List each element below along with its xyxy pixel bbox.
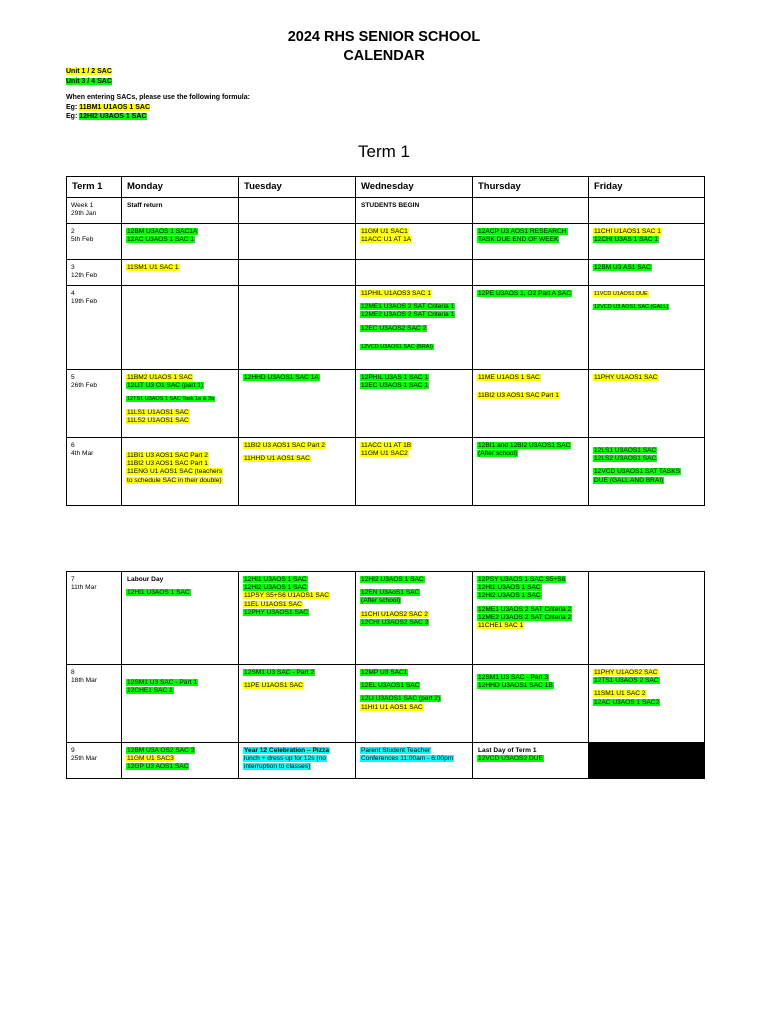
entry-text: 11ENG U1 AOS1 SAC (teachers bbox=[127, 468, 223, 476]
day-cell-tuesday bbox=[239, 743, 356, 779]
week-date: 5th Feb bbox=[71, 236, 94, 244]
calendar-entry bbox=[126, 747, 234, 755]
day-cell-tuesday bbox=[239, 286, 356, 370]
entry-text: 11LS2 U1AOS1 SAC bbox=[127, 416, 189, 424]
calendar-entry bbox=[126, 477, 234, 485]
calendar-entry bbox=[593, 447, 700, 455]
entry-text: 12EC U3AOS2 SAC 2 bbox=[361, 324, 427, 332]
week-number: 2 bbox=[71, 228, 75, 235]
entry-text: 11BM2 U1AOS 1 SAC bbox=[127, 374, 193, 381]
entry-text: 12SM1 U3 SAC - Part 1 bbox=[127, 679, 197, 686]
entry-text: 12HHD U3AOS1 SAC 1B bbox=[478, 682, 553, 690]
legend-unit34: Unit 3 / 4 SAC bbox=[66, 77, 112, 85]
calendar-entry bbox=[360, 576, 468, 584]
entry-text: lunch + dress up for 12s (no bbox=[244, 755, 326, 763]
week-date: 25th Mar bbox=[71, 755, 98, 763]
entry-text: STUDENTS BEGIN bbox=[361, 202, 420, 209]
calendar-entry bbox=[360, 589, 468, 597]
week-row bbox=[67, 286, 705, 370]
week-date: 29th Jan bbox=[71, 210, 97, 218]
day-cell-tuesday bbox=[239, 665, 356, 743]
entry-text: 12ME1 U3AOS 2 SAT Criteria 1 bbox=[361, 303, 455, 311]
calendar-entry bbox=[477, 290, 584, 298]
entry-text: to schedule SAC in their double) bbox=[127, 476, 222, 484]
entry-text: 11SM1 U1 SAC 1 bbox=[127, 264, 179, 271]
week-label bbox=[67, 260, 122, 286]
calendar-title-line1: 2024 RHS SENIOR SCHOOL bbox=[287, 29, 481, 45]
calendar-entry bbox=[360, 303, 468, 311]
column-header-term: Term 1 bbox=[67, 177, 122, 198]
week-label bbox=[67, 743, 122, 779]
week-label bbox=[67, 370, 122, 438]
day-cell-wednesday bbox=[356, 665, 473, 743]
calendar-entry bbox=[126, 452, 234, 460]
week-date: 18th Mar bbox=[71, 677, 98, 685]
column-header-friday: Friday bbox=[589, 177, 705, 198]
calendar-entry bbox=[126, 417, 234, 425]
entry-text: 11PSY S5+S6 U1AOS1 SAC bbox=[244, 592, 329, 600]
calendar-entry bbox=[360, 311, 468, 319]
day-cell-thursday bbox=[473, 286, 589, 370]
day-cell-friday bbox=[589, 438, 705, 506]
calendar-entry bbox=[360, 236, 468, 244]
entry-text: 12PSY U3AOS 1 SAC S5+S6 bbox=[478, 576, 566, 583]
calendar-entry bbox=[126, 382, 234, 390]
entry-text: 11GM U1 SAC2 bbox=[361, 450, 408, 458]
calendar-entry bbox=[477, 682, 584, 690]
day-cell-wednesday bbox=[356, 572, 473, 665]
entry-text: 11PE U1AOS1 SAC bbox=[244, 682, 303, 690]
calendar-entry bbox=[126, 460, 234, 468]
entry-text: TASK DUE END OF WEEK bbox=[478, 236, 559, 244]
calendar-entry bbox=[477, 584, 584, 592]
day-cell-thursday bbox=[473, 260, 589, 286]
entry-text: 12ME2 U3AOS 2 SAT Criteria 2 bbox=[478, 613, 572, 621]
week-row bbox=[67, 260, 705, 286]
week-row bbox=[67, 743, 705, 779]
entry-text: 12MP U3 SAC1 bbox=[361, 669, 408, 676]
week-number: 5 bbox=[71, 374, 75, 381]
week-label bbox=[67, 286, 122, 370]
calendar-entry bbox=[126, 264, 234, 272]
day-cell-friday bbox=[589, 665, 705, 743]
column-header-monday: Monday bbox=[122, 177, 239, 198]
day-cell-friday bbox=[589, 224, 705, 260]
entry-text: 12EL U3AOS1 SAC bbox=[361, 682, 420, 690]
calendar-table-weeks-7-9 bbox=[66, 571, 705, 779]
column-header-wednesday: Wednesday bbox=[356, 177, 473, 198]
calendar-entry bbox=[477, 392, 584, 400]
entry-text: 12LIT U3 O1 SAC (part 1) bbox=[127, 382, 204, 390]
legend-unit12: Unit 1 / 2 SAC bbox=[66, 68, 112, 75]
entry-text: Staff return bbox=[127, 202, 163, 209]
calendar-entry bbox=[360, 202, 468, 210]
calendar-entry bbox=[593, 690, 700, 698]
day-cell-wednesday bbox=[356, 370, 473, 438]
entry-text: (After school) bbox=[361, 597, 401, 605]
day-cell-wednesday bbox=[356, 260, 473, 286]
calendar-entry bbox=[477, 755, 584, 763]
entry-text: 11ME U1AOS 1 SAC bbox=[478, 374, 540, 381]
entry-text: 12ME1 U3AOS 2 SAT Criteria 2 bbox=[478, 605, 572, 613]
formula-note: When entering SACs, please use the following formula: bbox=[66, 94, 250, 101]
calendar-entry bbox=[360, 682, 468, 690]
week-number: 8 bbox=[71, 669, 75, 676]
calendar-table-weeks-1-6 bbox=[66, 176, 705, 506]
week-row bbox=[67, 572, 705, 665]
entry-text: 12TS1 U3AOS 2 SAC bbox=[594, 677, 659, 685]
week-date: 19th Feb bbox=[71, 298, 98, 306]
entry-text: 12BM U3A OS2 SAC 2 bbox=[127, 747, 195, 754]
example-unit34: 12HI2 U3AOS 1 SAC bbox=[79, 113, 147, 120]
entry-text: 12HI2 U3AOS 1 SAC bbox=[244, 584, 307, 592]
calendar-entry bbox=[360, 374, 468, 382]
calendar-entry bbox=[593, 374, 700, 382]
entry-text: 11BI2 U3 AOS1 SAC Part 2 bbox=[244, 442, 325, 449]
entry-text: 12BM U3AOS 1 SAC1A bbox=[127, 228, 198, 235]
calendar-entry bbox=[243, 601, 351, 609]
day-cell-monday bbox=[122, 198, 239, 224]
day-cell-monday bbox=[122, 224, 239, 260]
calendar-entry bbox=[243, 747, 351, 755]
week-label bbox=[67, 665, 122, 743]
calendar-entry bbox=[126, 374, 234, 382]
calendar-entry bbox=[593, 468, 700, 476]
entry-text: 11SM1 U1 SAC 2 bbox=[594, 690, 646, 698]
week-date: 12th Feb bbox=[71, 272, 98, 280]
entry-text: Parent Student Teacher bbox=[361, 747, 431, 754]
day-cell-tuesday bbox=[239, 224, 356, 260]
week-row bbox=[67, 665, 705, 743]
calendar-entry bbox=[477, 592, 584, 600]
entry-text: Year 12 Celebration – Pizza bbox=[244, 747, 330, 754]
entry-text: 12EN U3AoS1 SAC bbox=[361, 589, 420, 597]
entry-text: 12VCD U3 AOS1 SAC (GALL) bbox=[594, 304, 669, 311]
entry-text: Labour Day bbox=[127, 576, 164, 583]
entry-text: 12VCD U3AOS2 DUE bbox=[478, 755, 543, 763]
calendar-entry bbox=[477, 606, 584, 614]
calendar-entry bbox=[477, 374, 584, 382]
entry-text: 12HI2 U3AOS 1 SAC bbox=[361, 576, 424, 583]
calendar-entry bbox=[243, 374, 351, 382]
column-header-thursday: Thursday bbox=[473, 177, 589, 198]
day-cell-thursday bbox=[473, 224, 589, 260]
calendar-entry bbox=[126, 755, 234, 763]
day-cell-friday bbox=[589, 260, 705, 286]
entry-text: 12VCD U3AOS1 SAT TASKS bbox=[594, 468, 680, 476]
entry-text: 12LI U3AOS1 SAC (part 2) bbox=[361, 695, 441, 703]
calendar-entry bbox=[593, 290, 700, 298]
entry-text: 11HI1 U1 AOS1 SAC bbox=[361, 703, 423, 711]
calendar-entry bbox=[593, 677, 700, 685]
entry-text: 12EC U3AOS 1 SAC 1 bbox=[361, 382, 429, 390]
week-row bbox=[67, 224, 705, 260]
calendar-entry bbox=[126, 576, 234, 584]
calendar-entry bbox=[126, 228, 234, 236]
week-number: 3 bbox=[71, 264, 75, 271]
entry-text: 12SM1 U3 SAC - Part 3 bbox=[478, 674, 548, 681]
day-cell-monday bbox=[122, 438, 239, 506]
calendar-entry bbox=[126, 468, 234, 476]
calendar-entry bbox=[126, 679, 234, 687]
week-number: 9 bbox=[71, 747, 75, 754]
day-cell-monday bbox=[122, 743, 239, 779]
calendar-entry bbox=[243, 576, 351, 584]
week-label bbox=[67, 572, 122, 665]
entry-text: interruption to classes) bbox=[244, 763, 311, 771]
week-date: 4th Mar bbox=[71, 450, 94, 458]
entry-text: 12CHI U3AOS2 SAC 2 bbox=[361, 618, 429, 626]
calendar-entry bbox=[360, 450, 468, 458]
day-cell-friday bbox=[589, 198, 705, 224]
day-cell-tuesday bbox=[239, 572, 356, 665]
entry-text: DUE (GALL AND BRAI) bbox=[594, 476, 664, 484]
column-header-tuesday: Tuesday bbox=[239, 177, 356, 198]
entry-text: 12AC U3AOS 1 SAC2 bbox=[594, 698, 660, 706]
calendar-entry bbox=[593, 477, 700, 485]
entry-text: 12PE U3AOS 1, O2 Part A SAC bbox=[478, 290, 572, 297]
entry-text: 11BI1 U3 AOS1 SAC Part 2 bbox=[127, 452, 208, 459]
day-cell-monday bbox=[122, 260, 239, 286]
calendar-entry bbox=[243, 669, 351, 677]
entry-text: 12SM1 U3 SAC - Part 2 bbox=[244, 669, 314, 676]
calendar-entry bbox=[360, 382, 468, 390]
calendar-entry bbox=[126, 236, 234, 244]
calendar-entry bbox=[243, 455, 351, 463]
entry-text: 12LS2 U3AOS1 SAC bbox=[594, 455, 657, 463]
calendar-entry bbox=[477, 622, 584, 630]
entry-text: 11CHI U1AOS2 SAC 2 bbox=[361, 610, 428, 618]
entry-text: 11ACC U1 AT 1B bbox=[361, 442, 412, 449]
calendar-title-line2: CALENDAR bbox=[343, 48, 425, 64]
calendar-entry bbox=[360, 747, 468, 755]
entry-text: 11ACC U1 AT 1A bbox=[361, 236, 412, 244]
entry-text: 11HHD U1 AOS1 SAC bbox=[244, 455, 310, 463]
day-cell-wednesday bbox=[356, 743, 473, 779]
day-cell-thursday bbox=[473, 743, 589, 779]
calendar-entry bbox=[243, 682, 351, 690]
entry-text: 12LS1 U3AOS1 SAC bbox=[594, 447, 657, 454]
week-row bbox=[67, 370, 705, 438]
calendar-entry bbox=[360, 611, 468, 619]
day-cell-wednesday bbox=[356, 438, 473, 506]
entry-text: 12HI1 U3AOS 1 SAC bbox=[244, 576, 307, 583]
week-label bbox=[67, 198, 122, 224]
eg-label-2: Eg: bbox=[66, 113, 78, 120]
day-cell-monday bbox=[122, 665, 239, 743]
week-number: 6 bbox=[71, 442, 75, 449]
calendar-entry bbox=[360, 695, 468, 703]
calendar-entry bbox=[126, 589, 234, 597]
week-date: 26th Feb bbox=[71, 382, 98, 390]
term-heading: Term 1 bbox=[358, 142, 410, 161]
entry-text: 12GP U3 AOS1 SAC bbox=[127, 763, 189, 771]
entry-text: 11CHI U1AOS1 SAC 1 bbox=[594, 228, 661, 235]
calendar-entry bbox=[360, 442, 468, 450]
example-unit12: 11BM1 U1AOS 1 SAC bbox=[79, 103, 151, 111]
entry-text: 12PHY U3AOS1 SAC bbox=[244, 608, 309, 616]
calendar-entry bbox=[593, 455, 700, 463]
day-cell-friday bbox=[589, 743, 705, 779]
calendar-entry bbox=[477, 442, 584, 450]
calendar-entry bbox=[360, 290, 468, 298]
calendar-entry bbox=[243, 584, 351, 592]
calendar-entry bbox=[477, 228, 584, 236]
calendar-entry bbox=[593, 236, 700, 244]
day-cell-tuesday bbox=[239, 438, 356, 506]
entry-text: 12BI1 and 12BI2 U3AOS1 SAC bbox=[478, 442, 571, 449]
week-number: 4 bbox=[71, 290, 75, 297]
calendar-entry bbox=[243, 609, 351, 617]
week-row bbox=[67, 198, 705, 224]
calendar-entry bbox=[360, 704, 468, 712]
entry-text: 12HI2 U3AOS 1 SAC bbox=[478, 592, 541, 600]
entry-text: 11LS1 U1AOS1 SAC bbox=[127, 408, 189, 416]
week-row bbox=[67, 438, 705, 506]
entry-text: 11GM U1 SAC3 bbox=[127, 755, 174, 763]
entry-text: 12TS1 U3AOS 1 SAC Task 1a & 3a bbox=[127, 396, 215, 403]
entry-text: 12HI1 U3AOS 1 SAC bbox=[127, 589, 190, 597]
week-label bbox=[67, 438, 122, 506]
calendar-entry bbox=[360, 669, 468, 677]
legend bbox=[66, 67, 250, 122]
calendar-entry bbox=[243, 442, 351, 450]
calendar-entry bbox=[477, 236, 584, 244]
day-cell-thursday bbox=[473, 198, 589, 224]
calendar-entry bbox=[593, 228, 700, 236]
calendar-entry bbox=[477, 747, 584, 755]
calendar-entry bbox=[593, 669, 700, 677]
day-cell-monday bbox=[122, 370, 239, 438]
calendar-entry bbox=[243, 763, 351, 771]
entry-text: 12CHI U3AS 1 SAC 1 bbox=[594, 236, 659, 244]
day-cell-friday bbox=[589, 370, 705, 438]
entry-text: 12HI1 U3AOS 1 SAC bbox=[478, 584, 541, 592]
day-cell-tuesday bbox=[239, 370, 356, 438]
calendar-entry bbox=[477, 614, 584, 622]
day-cell-thursday bbox=[473, 572, 589, 665]
calendar-entry bbox=[360, 619, 468, 627]
entry-text: Conferences 11:00am - 6:00pm bbox=[361, 755, 454, 763]
calendar-entry bbox=[126, 202, 234, 210]
calendar-entry bbox=[593, 699, 700, 707]
week-number: Week 1 bbox=[71, 202, 94, 209]
calendar-entry bbox=[126, 687, 234, 695]
calendar-entry bbox=[126, 763, 234, 771]
week-label bbox=[67, 224, 122, 260]
day-cell-monday bbox=[122, 572, 239, 665]
calendar-entry bbox=[360, 325, 468, 333]
calendar-entry bbox=[360, 228, 468, 236]
calendar-entry bbox=[126, 409, 234, 417]
day-cell-friday bbox=[589, 572, 705, 665]
entry-text: 12HHD U3AOS1 SAC 1A bbox=[244, 374, 319, 381]
entry-text: 12CHE1 SAC 1 bbox=[127, 687, 173, 695]
calendar-entry bbox=[593, 303, 700, 311]
day-cell-thursday bbox=[473, 665, 589, 743]
eg-label-1: Eg: bbox=[66, 103, 78, 111]
calendar-entry bbox=[360, 597, 468, 605]
entry-text: 12PHIL U3AS 1 SAC 1 bbox=[361, 374, 429, 381]
entry-text: 12BM U3 AS1 SAC bbox=[594, 264, 651, 271]
entry-text: 12ME2 U3AOS 2 SAT Criteria 1 bbox=[361, 311, 455, 319]
entry-text: 12AC U3AOS 1 SAC 1 bbox=[127, 236, 195, 244]
entry-text: 11VCD U1AOS1 DUE bbox=[594, 291, 648, 297]
day-cell-thursday bbox=[473, 370, 589, 438]
day-cell-wednesday bbox=[356, 286, 473, 370]
week-date: 11th Mar bbox=[71, 584, 97, 592]
day-cell-tuesday bbox=[239, 198, 356, 224]
day-cell-tuesday bbox=[239, 260, 356, 286]
entry-text: 12VCD U3AOS1 SAC (BRAI) bbox=[361, 343, 433, 350]
entry-text: 11GM U1 SAC1 bbox=[361, 228, 408, 235]
entry-text: 11PHIL U1AOS3 SAC 1 bbox=[361, 290, 431, 297]
entry-text: 11PHY U1AOS1 SAC bbox=[594, 374, 658, 381]
calendar-entry bbox=[243, 592, 351, 600]
calendar-entry bbox=[477, 450, 584, 458]
entry-text: Last Day of Term 1 bbox=[478, 747, 537, 754]
calendar-entry bbox=[593, 264, 700, 272]
entry-text: (After school) bbox=[478, 450, 518, 458]
day-cell-friday bbox=[589, 286, 705, 370]
entry-text: 11BI2 U3 AOS1 SAC Part 1 bbox=[478, 392, 559, 400]
day-cell-monday bbox=[122, 286, 239, 370]
calendar-entry bbox=[360, 755, 468, 763]
week-number: 7 bbox=[71, 576, 75, 583]
day-cell-thursday bbox=[473, 438, 589, 506]
entry-text: 11EL U1AOS1 SAC bbox=[244, 600, 302, 608]
entry-text: 11PHY U1AOS2 SAC bbox=[594, 669, 658, 676]
calendar-entry bbox=[360, 343, 468, 351]
calendar-entry bbox=[243, 755, 351, 763]
entry-text: 11BI2 U3 AOS1 SAC Part 1 bbox=[127, 460, 208, 468]
day-cell-wednesday bbox=[356, 198, 473, 224]
entry-text: 11CHE1 SAC 1 bbox=[478, 622, 524, 630]
entry-text: 12ACP U3 AOS1 RESEARCH bbox=[478, 228, 567, 235]
calendar-entry bbox=[477, 674, 584, 682]
calendar-entry bbox=[477, 576, 584, 584]
day-cell-wednesday bbox=[356, 224, 473, 260]
calendar-entry bbox=[126, 395, 234, 403]
